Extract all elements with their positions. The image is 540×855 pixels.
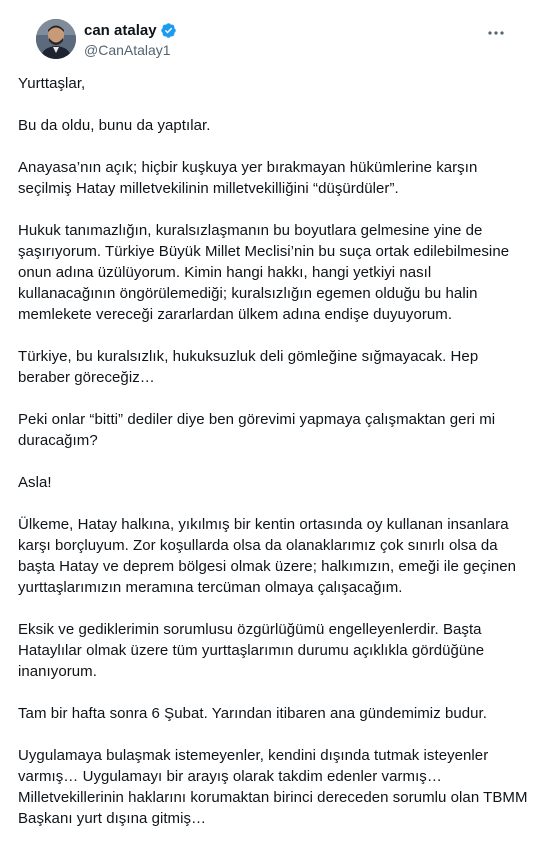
tweet-paragraph: Uygulamaya bulaşmak istemeyenler, kendini dışında tutmak isteyenler varmış… Uygulamayı bir arayış olarak takdim edenler varmış… Milletvekillerinin haklarını korumaktan birinci dereceden sorumlu olan TBMM Başkanı yurt dışına gitmiş… <box>18 747 528 827</box>
tweet-paragraph: Türkiye, bu kuralsızlık, hukuksuzluk deli gömleğine sığmayacak. Hep beraber göreceğiz… <box>18 348 479 386</box>
author-names <box>84 21 177 58</box>
tweet-paragraph: Yurttaşlar, <box>18 75 86 92</box>
tweet-paragraph: Peki onlar “bitti” dediler diye ben görevimi yapmaya çalışmaktan geri mi duracağım? <box>18 411 496 449</box>
tweet-paragraph: Asla! <box>18 474 52 491</box>
tweet-paragraph: Tam bir hafta sonra 6 Şubat. Yarından itibaren ana gündemimiz budur. <box>18 705 487 722</box>
tweet-text <box>18 73 528 850</box>
display-name[interactable]: can atalay <box>84 22 157 39</box>
avatar[interactable] <box>36 19 76 59</box>
tweet-paragraph: Eksik ve gediklerimin sorumlusu özgürlüğümü engelleyenlerdir. Başta Hataylılar olmak üzere tüm yurttaşlarımın durumu açıklıkla gördüğüne inanıyorum. <box>18 621 485 680</box>
tweet-header <box>18 0 522 74</box>
more-options-button[interactable] <box>482 22 510 42</box>
author-handle[interactable]: @CanAtalay1 <box>84 42 171 58</box>
tweet-paragraph: Hukuk tanımazlığın, kuralsızlaşmanın bu boyutlara gelmesine yine de şaşırıyorum. Türkiye Büyük Millet Meclisi’nin bu suça ortak edilebilmesine onun adına üzülüyorum. Kimin hangi hakkı, hangi yetkiyi nasıl kullanacağının öngörülemediği; kuralsızlığın egemen olduğu bu halin memlekete vereceği zararlardan ülkem adına endişe duyuyorum. <box>18 222 510 323</box>
tweet-paragraph: Bu da oldu, bunu da yaptılar. <box>18 117 211 134</box>
tweet-paragraph: Anayasa’nın açık; hiçbir kuşkuya yer bırakmayan hükümlerine karşın seçilmiş Hatay milletvekilinin milletvekilliğini “düşürdüler”. <box>18 159 478 197</box>
tweet-paragraph: Ülkeme, Hatay halkına, yıkılmış bir kentin ortasında oy kullanan insanlara karşı borçluyum. Zor koşullarda olsa da olanaklarımız çok sınırlı olsa da başta Hatay ve deprem bölgesi olmak üzere; halkımızın, emeği ile geçinen yurttaşlarımızın meramına tercüman olmaya çalışacağım. <box>18 516 517 596</box>
verified-badge-icon <box>160 22 177 39</box>
more-horizontal-icon <box>487 23 505 41</box>
